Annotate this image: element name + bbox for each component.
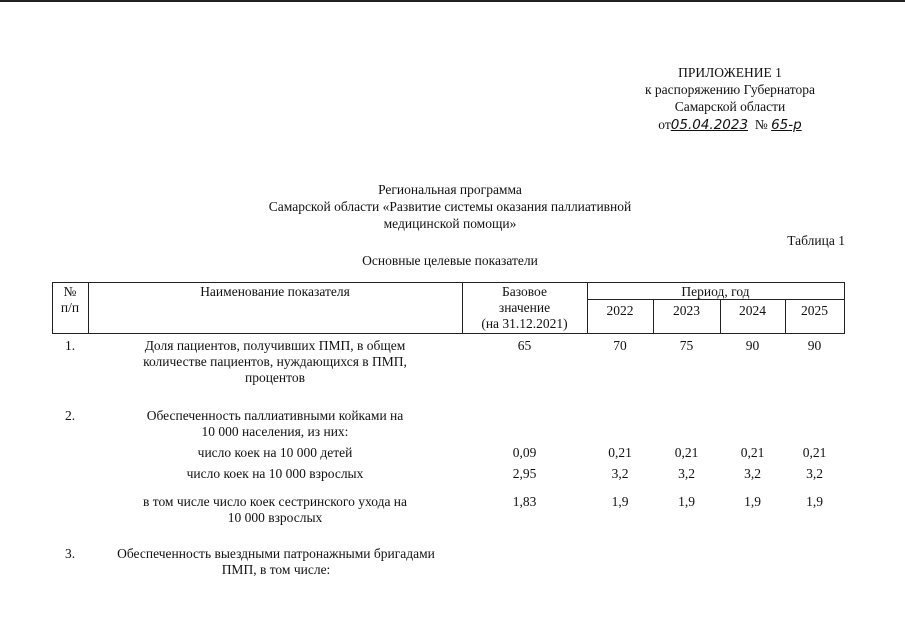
- table-right-border: [844, 282, 845, 334]
- row-2-name: [100, 408, 450, 440]
- row-2c-name: [100, 494, 450, 526]
- number-prefix: №: [754, 117, 768, 132]
- row-2c-name-line-1: в том числе число коек сестринского ухода на: [142, 494, 408, 509]
- header-year-2025: 2025: [801, 303, 828, 318]
- row-2a-name: число коек на 10 000 детей: [197, 445, 353, 460]
- header-year-2024: 2024: [739, 303, 766, 318]
- table-title: Основные целевые показатели: [362, 253, 538, 268]
- program-line-1: Региональная программа: [378, 182, 522, 197]
- date-value: 05.04.2023: [670, 117, 749, 133]
- row-1-name-line-1: Доля пациентов, получивших ПМП, в общем: [144, 338, 406, 353]
- header-num: [52, 284, 88, 316]
- row-1-2022: 70: [613, 338, 627, 353]
- row-2b-name: число коек на 10 000 взрослых: [186, 466, 364, 481]
- appendix-line-3: Самарской области: [674, 99, 786, 114]
- date-prefix: от: [658, 117, 671, 132]
- row-2c-2024: 1,9: [744, 494, 761, 509]
- row-2c-2023: 1,9: [678, 494, 695, 509]
- row-2b-2022: 3,2: [611, 466, 629, 481]
- row-1-name: [100, 338, 450, 386]
- row-1-name-line-2: количестве пациентов, нуждающихся в ПМП,: [143, 354, 407, 369]
- row-2c-2022: 1,9: [611, 494, 629, 509]
- appendix-line-2: к распоряжению Губернатора: [644, 82, 816, 97]
- row-2b-base: 2,95: [512, 466, 537, 481]
- program-line-2: Самарской области «Развитие системы оказания паллиативной: [268, 199, 632, 214]
- header-name: Наименование показателя: [200, 284, 350, 299]
- row-2-num: 2.: [64, 408, 76, 423]
- program-title: [230, 181, 670, 232]
- row-2c-base: 1,83: [512, 494, 537, 509]
- header-num-line-2: п/п: [60, 300, 80, 315]
- appendix-block: [610, 64, 850, 134]
- row-3-name: [90, 546, 462, 578]
- row-1-2023: 75: [679, 338, 694, 353]
- table-caption: Таблица 1: [787, 233, 845, 248]
- row-3-name-line-2: ПМП, в том числе:: [221, 562, 331, 577]
- row-2a-2023: 0,21: [674, 445, 699, 460]
- header-num-line-1: №: [63, 284, 77, 299]
- row-2a-2022: 0,21: [608, 445, 632, 460]
- appendix-title: ПРИЛОЖЕНИЕ 1: [678, 65, 782, 80]
- row-3-name-line-1: Обеспеченность выездными патронажными бригадами: [117, 546, 435, 561]
- row-2-name-line-1: Обеспеченность паллиативными койками на: [146, 408, 404, 423]
- header-period: Период, год: [681, 284, 750, 299]
- row-2-name-line-2: 10 000 населения, из них:: [201, 424, 349, 439]
- row-2b-2025: 3,2: [806, 466, 823, 481]
- row-2a-2024: 0,21: [740, 445, 765, 460]
- header-year-2022: 2022: [606, 303, 634, 318]
- row-2a-base: 0,09: [512, 445, 537, 460]
- number-value: 65-р: [771, 117, 802, 133]
- header-base-line-2: значение: [498, 300, 551, 315]
- row-2c-2025: 1,9: [806, 494, 823, 509]
- header-base-line-1: Базовое: [502, 284, 547, 299]
- table-top-border: [52, 282, 845, 283]
- row-1-2025: 90: [807, 338, 822, 353]
- row-1-base: 65: [517, 338, 532, 353]
- row-2b-2024: 3,2: [744, 466, 761, 481]
- top-border: [0, 0, 905, 2]
- header-bottom-border: [52, 333, 845, 334]
- row-1-name-line-3: процентов: [244, 370, 305, 385]
- row-1-2024: 90: [745, 338, 760, 353]
- appendix-date-line: [610, 116, 850, 134]
- row-2c-name-line-2: 10 000 взрослых: [227, 510, 323, 525]
- row-3-num: 3.: [64, 546, 76, 561]
- row-2b-2023: 3,2: [678, 466, 695, 481]
- header-base: [462, 284, 587, 332]
- header-base-line-3: (на 31.12.2021): [481, 316, 568, 331]
- header-year-2023: 2023: [673, 303, 700, 318]
- row-2a-2025: 0,21: [802, 445, 827, 460]
- row-1-num: 1.: [64, 338, 76, 353]
- program-line-3: медицинской помощи»: [383, 216, 517, 231]
